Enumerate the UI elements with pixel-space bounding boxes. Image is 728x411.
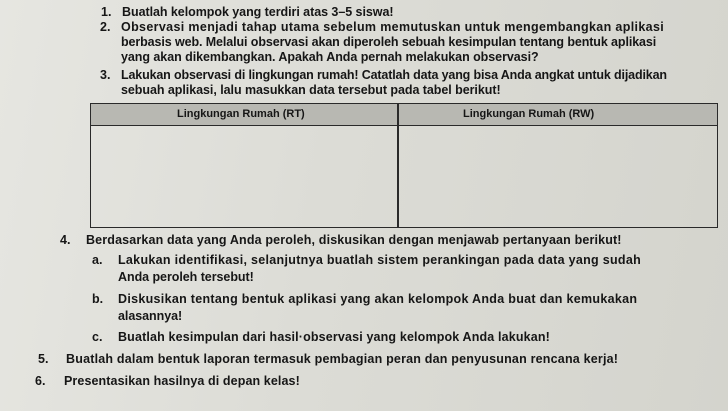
item-4-text: Berdasarkan data yang Anda peroleh, diskusikan dengan menjawab pertanyaan berikut!	[86, 233, 622, 247]
table-header-rw: Lingkungan Rumah (RW)	[463, 108, 595, 120]
item-3-number: 3.	[100, 68, 111, 82]
item-4a-label: a.	[92, 253, 103, 267]
item-4c-text: Buatlah kesimpulan dari hasil·observasi yang kelompok Anda lakukan!	[118, 330, 550, 344]
item-6-number: 6.	[35, 374, 46, 388]
item-5-text: Buatlah dalam bentuk laporan termasuk pembagian peran dan penyusunan rencana kerja!	[66, 352, 619, 366]
item-5-number: 5.	[38, 352, 49, 366]
item-4a-line-2: Anda peroleh tersebut!	[118, 270, 254, 284]
item-1-text: Buatlah kelompok yang terdiri atas 3–5 siswa!	[122, 5, 394, 19]
item-2-line-1: Observasi menjadi tahap utama sebelum memutuskan untuk mengembangkan aplikasi	[121, 20, 665, 34]
item-4c-label: c.	[92, 330, 103, 344]
item-6-text: Presentasikan hasilnya di depan kelas!	[64, 374, 300, 388]
item-4b-label: b.	[92, 292, 104, 306]
item-4b-line-1: Diskusikan tentang bentuk aplikasi yang akan kelompok Anda buat dan kemukakan	[118, 292, 638, 306]
item-4b-line-2: alasannya!	[118, 309, 183, 323]
observation-table	[90, 103, 718, 228]
item-2-line-3: yang akan dikembangkan. Apakah Anda pernah melakukan observasi?	[121, 50, 539, 64]
item-3-line-2: sebuah aplikasi, lalu masukkan data tersebut pada tabel berikut!	[121, 83, 501, 97]
table-cell-rw[interactable]	[399, 126, 717, 227]
table-header-rt: Lingkungan Rumah (RT)	[177, 108, 305, 120]
item-1-number: 1.	[101, 5, 112, 19]
table-cell-rt[interactable]	[91, 126, 397, 227]
item-4-number: 4.	[60, 233, 71, 247]
item-2-line-2: berbasis web. Melalui observasi akan diperoleh sebuah kesimpulan tentang bentuk aplikasi	[121, 35, 657, 49]
item-3-line-1: Lakukan observasi di lingkungan rumah! Catatlah data yang bisa Anda angkat untuk dijadikan	[121, 68, 667, 82]
item-2-number: 2.	[100, 20, 111, 34]
item-4a-line-1: Lakukan identifikasi, selanjutnya buatlah sistem perankingan pada data yang sudah	[118, 253, 642, 267]
